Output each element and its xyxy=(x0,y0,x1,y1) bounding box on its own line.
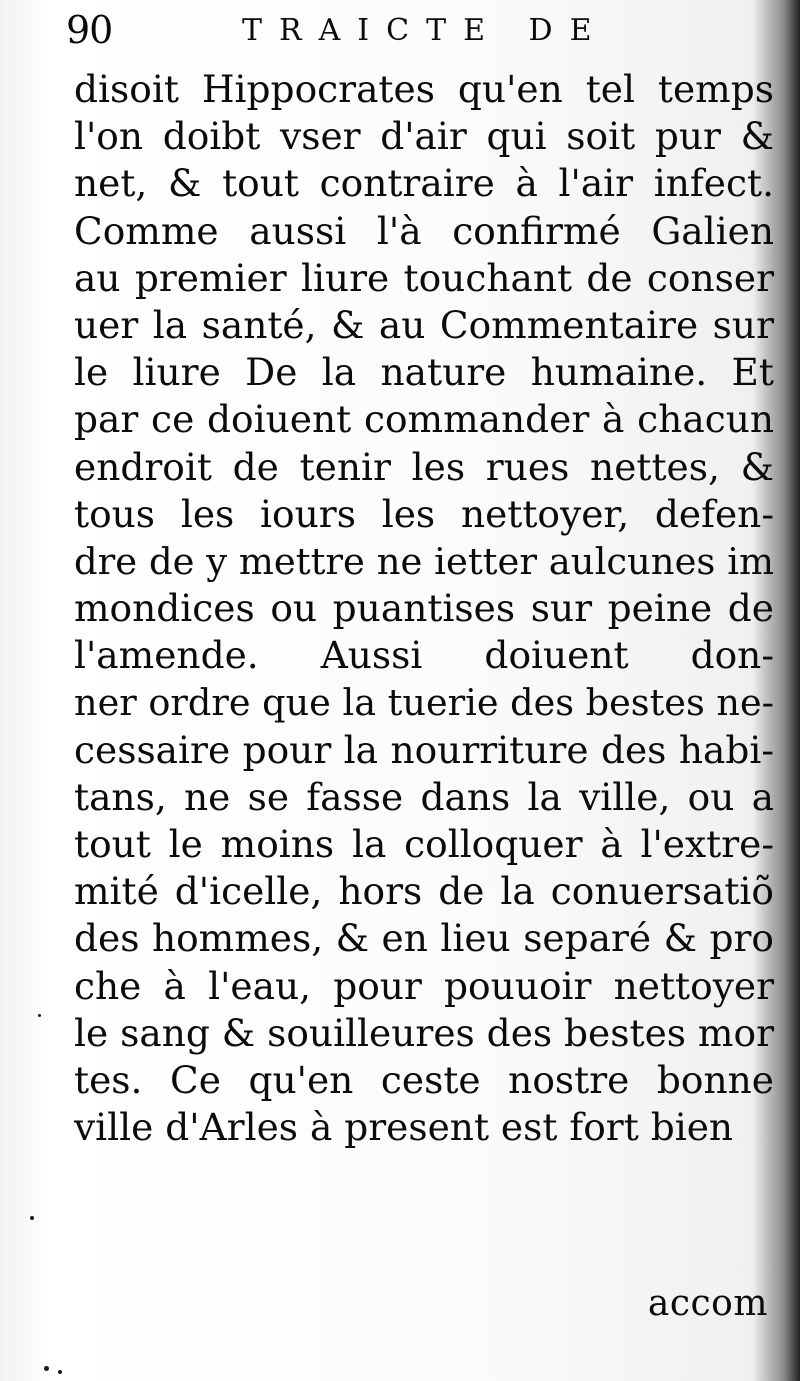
text-line: dre de y mettre ne ietter aulcunes im xyxy=(74,539,774,583)
text-line: l'on doibt vser d'air qui soit pur & xyxy=(74,114,774,159)
page-header xyxy=(66,4,766,54)
text-line: mité d'icelle, hors de la conuersatiõ xyxy=(74,869,774,914)
text-line: l'amende. Aussi doiuent don- xyxy=(74,633,774,678)
running-title: TRAICTE DE xyxy=(242,13,609,48)
text-line: ner ordre que la tuerie des bestes ne- xyxy=(74,681,774,725)
text-line: au premier liure touchant de conser xyxy=(74,255,774,300)
text-line: net, & tout contraire à l'air infect. xyxy=(74,161,774,206)
body-text xyxy=(74,66,774,1151)
text-line: uer la santé, & au Commentaire sur xyxy=(74,302,774,347)
text-line: par ce doiuent commander à chacun xyxy=(74,397,774,442)
text-line: tans, ne se fasse dans la ville, ou a xyxy=(74,774,774,819)
ink-speck xyxy=(58,1370,62,1374)
text-line: ville d'Arles à present est fort bien xyxy=(74,1105,734,1150)
text-line: Comme aussi l'à confirmé Galien xyxy=(74,208,774,253)
text-line: mondices ou puantises sur peine de xyxy=(74,586,774,631)
text-line: endroit de tenir les rues nettes, & xyxy=(74,444,774,489)
text-line: le liure De la nature humaine. Et xyxy=(74,350,774,395)
catchword: accom xyxy=(647,1283,768,1324)
ink-speck xyxy=(44,1366,49,1371)
text-line: le sang & souilleures des bestes mor xyxy=(74,1010,774,1055)
text-line: che à l'eau, pour pouuoir nettoyer xyxy=(74,963,774,1008)
text-line: tout le moins la colloquer à l'extre- xyxy=(74,822,774,866)
text-line: tes. Ce qu'en ceste nostre bonne xyxy=(74,1057,774,1102)
page-number: 90 xyxy=(66,8,113,52)
ink-speck xyxy=(30,1216,34,1220)
text-line: des hommes, & en lieu separé & pro xyxy=(74,916,774,961)
text-line: cessaire pour la nourriture des habi- xyxy=(74,727,774,772)
ink-speck xyxy=(38,1014,41,1017)
text-line: disoit Hippocrates qu'en tel temps xyxy=(74,67,774,111)
text-line: tous les iours les nettoyer, defen- xyxy=(74,491,774,536)
